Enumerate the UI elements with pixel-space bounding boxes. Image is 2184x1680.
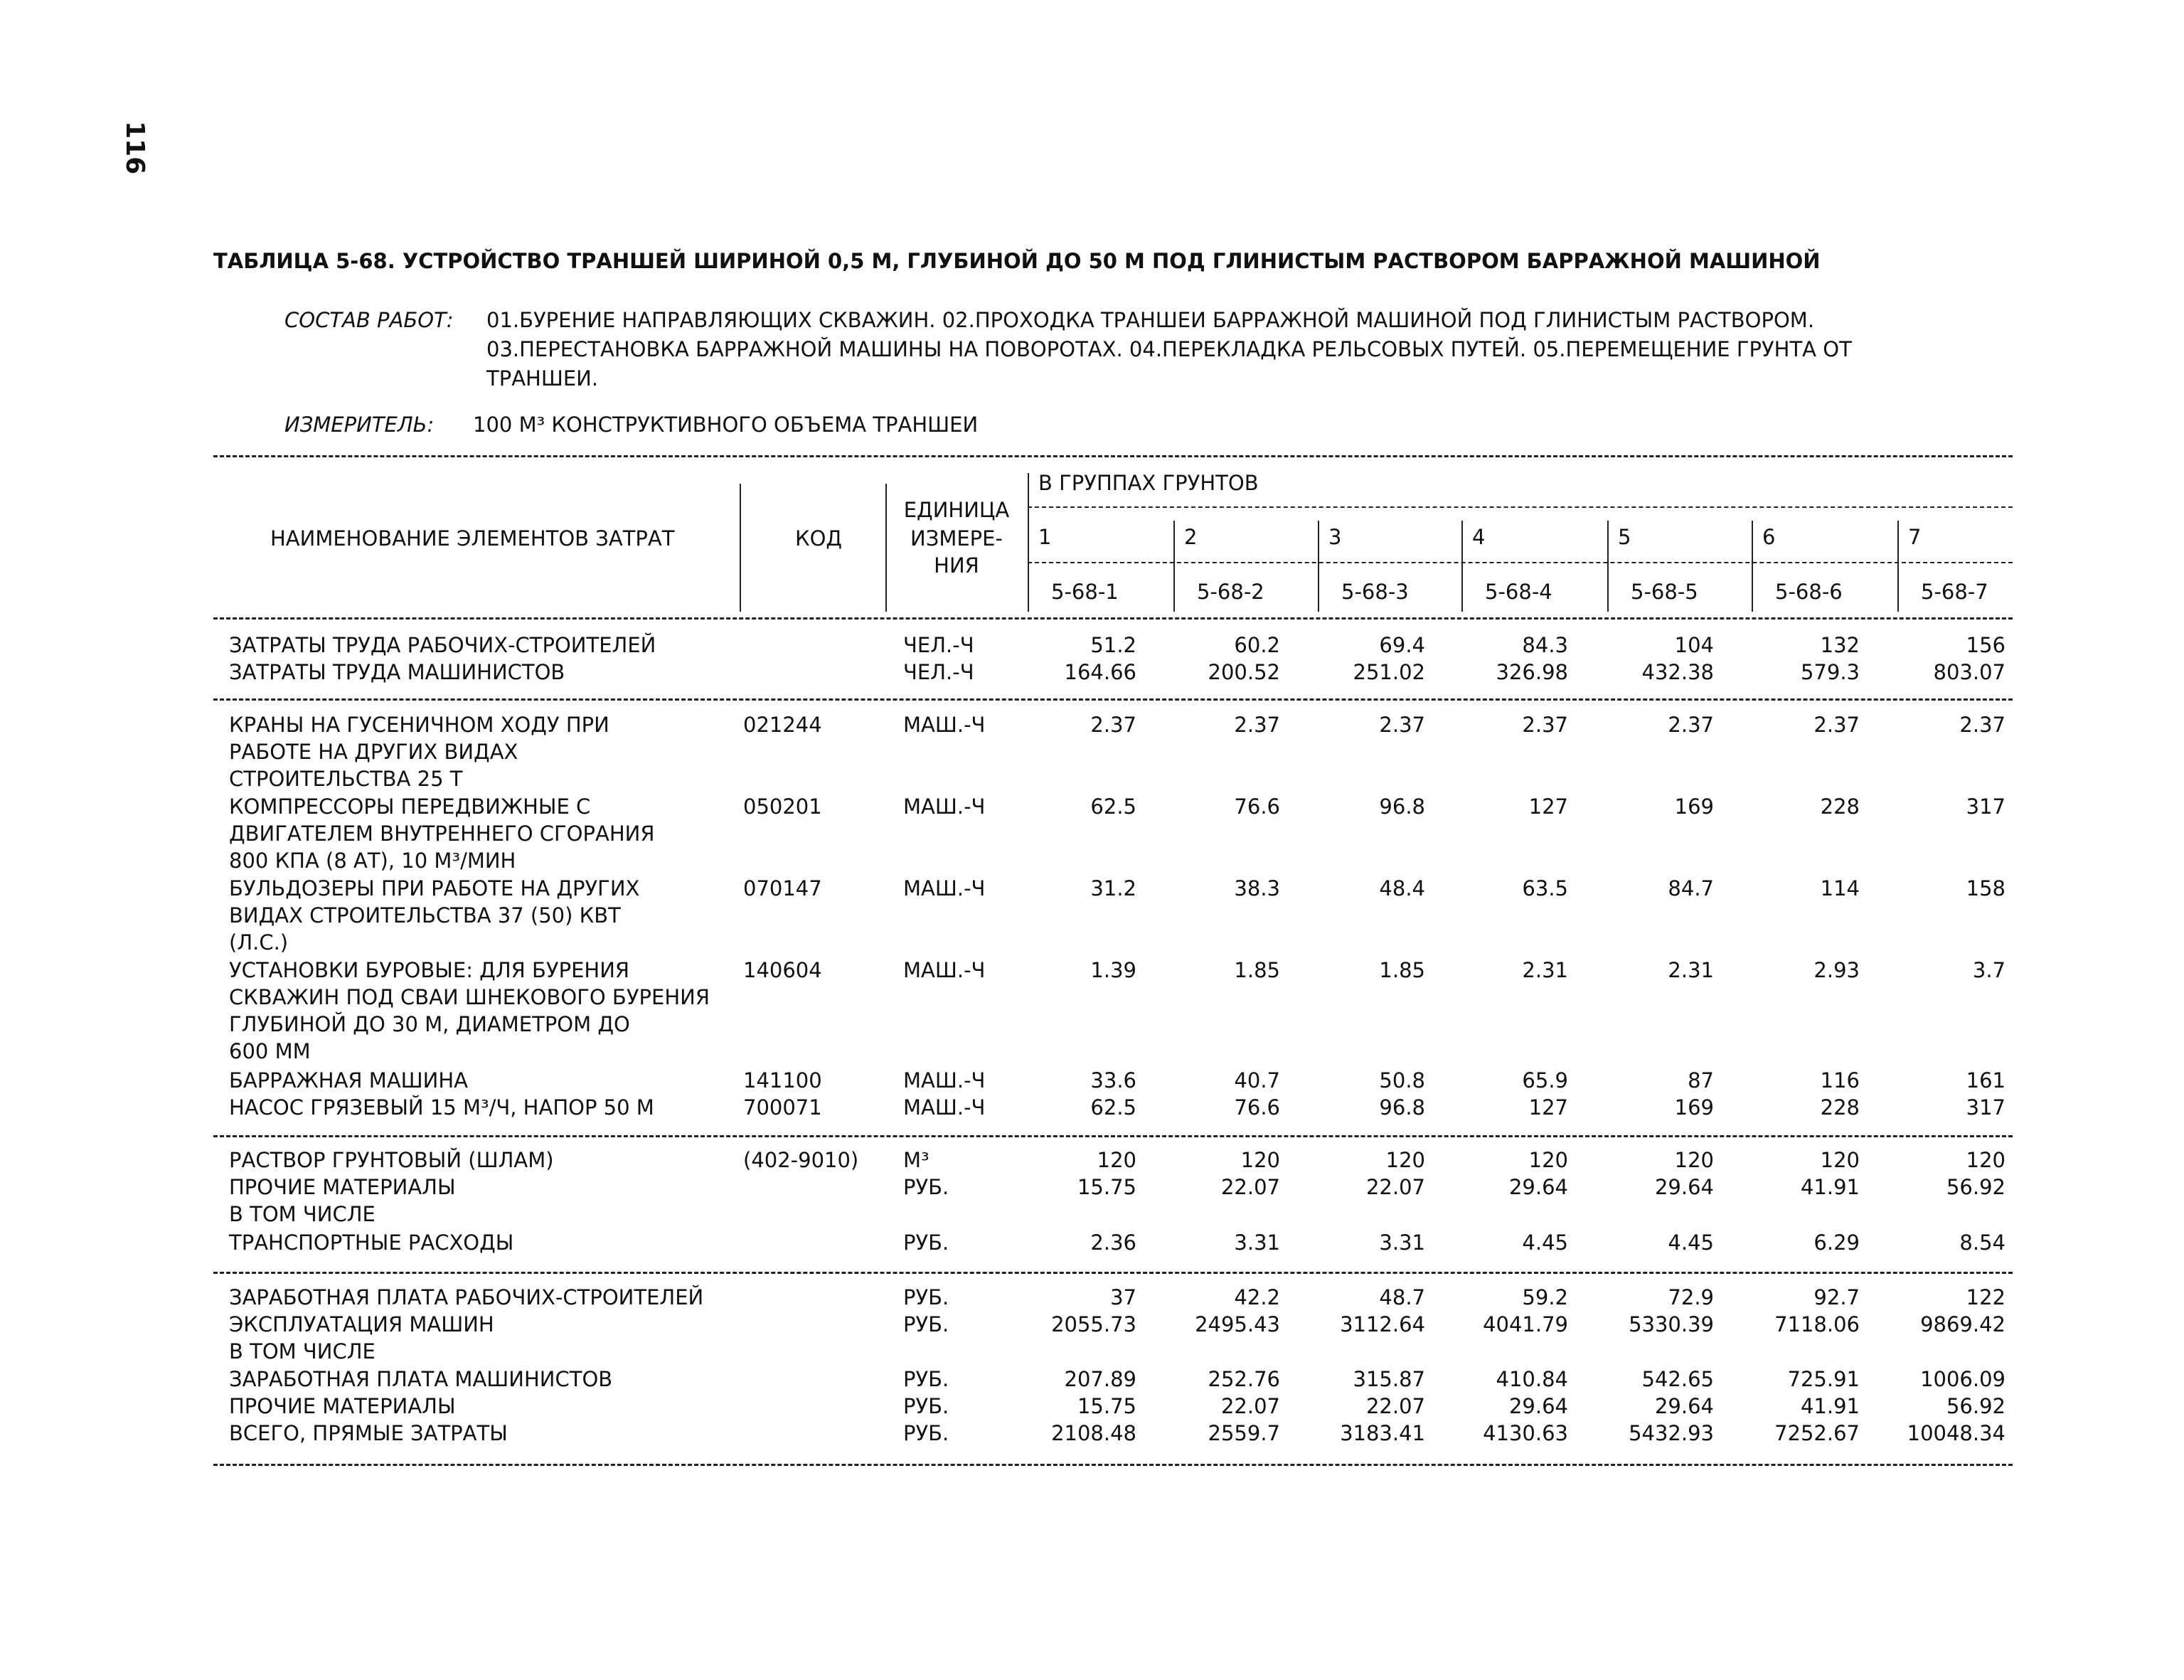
group-value: 84.7 — [1668, 876, 1714, 900]
group-value: 3.31 — [1234, 1230, 1280, 1255]
header-group-number: 7 — [1908, 525, 1922, 549]
unit-of-measure: МАШ.-Ч — [903, 1068, 986, 1092]
unit-of-measure: МАШ.-Ч — [903, 876, 986, 900]
group-value: 161 — [1966, 1068, 2005, 1092]
unit-of-measure: МАШ.-Ч — [903, 794, 986, 819]
group-value: 2559.7 — [1208, 1421, 1280, 1445]
measure-value: 100 М³ КОНСТРУКТИВНОГО ОБЪЕМА ТРАНШЕИ — [473, 413, 979, 437]
group-value: 2.37 — [1234, 713, 1280, 737]
header-separator — [1752, 521, 1753, 612]
cost-item-name — [229, 793, 727, 874]
unit-of-measure: МАШ.-Ч — [903, 713, 986, 737]
header-separator — [1607, 521, 1609, 612]
group-value: 200.52 — [1208, 660, 1280, 684]
cost-item-name-line: РАБОТЕ НА ДРУГИХ ВИДАХ — [229, 740, 518, 764]
group-value: 9869.42 — [1920, 1312, 2005, 1336]
unit-of-measure: РУБ. — [903, 1230, 949, 1255]
resource-code: 140604 — [743, 958, 822, 982]
cost-item-name-line: ТРАНСПОРТНЫЕ РАСХОДЫ — [229, 1230, 514, 1255]
group-value: 4.45 — [1668, 1230, 1714, 1255]
group-value: 56.92 — [1946, 1394, 2005, 1418]
group-value: 22.07 — [1220, 1175, 1280, 1199]
resource-code: 070147 — [743, 876, 822, 900]
group-value: 410.84 — [1496, 1367, 1568, 1391]
group-value: 164.66 — [1064, 660, 1136, 684]
cost-item-name-line: СКВАЖИН ПОД СВАИ ШНЕКОВОГО БУРЕНИЯ — [229, 985, 710, 1009]
cost-item-name-line: ВИДАХ СТРОИТЕЛЬСТВА 37 (50) КВТ — [229, 903, 621, 927]
composition-line: 01.БУРЕНИЕ НАПРАВЛЯЮЩИХ СКВАЖИН. 02.ПРОХОДКА ТРАНШЕИ БАРРАЖНОЙ МАШИНОЙ ПОД ГЛИНИСТЫМ РАСТВОРОМ. — [486, 308, 1815, 332]
group-value: 2.37 — [1090, 713, 1136, 737]
unit-of-measure: РУБ. — [903, 1367, 949, 1391]
group-value: 2.37 — [1522, 713, 1568, 737]
header-rate-code: 5-68-1 — [1051, 580, 1119, 604]
cost-item-name-line: ВСЕГО, ПРЯМЫЕ ЗАТРАТЫ — [229, 1421, 508, 1445]
header-separator — [885, 484, 887, 612]
group-value: 251.02 — [1353, 660, 1425, 684]
cost-item-name-line: ЗАТРАТЫ ТРУДА МАШИНИСТОВ — [229, 660, 565, 684]
header-groups-title: В ГРУППАХ ГРУНТОВ — [1038, 471, 1259, 495]
group-value: 158 — [1966, 876, 2005, 900]
group-value: 116 — [1820, 1068, 1860, 1092]
group-value: 59.2 — [1522, 1285, 1568, 1309]
header-group-number: 2 — [1184, 525, 1198, 549]
cost-item-name — [229, 1366, 727, 1393]
group-value: 29.64 — [1654, 1175, 1714, 1199]
header-rate-code: 5-68-4 — [1485, 580, 1552, 604]
cost-item-name-line: ЗАТРАТЫ ТРУДА РАБОЧИХ-СТРОИТЕЛЕЙ — [229, 633, 656, 657]
group-value: 51.2 — [1090, 633, 1136, 657]
group-value: 2.31 — [1668, 958, 1714, 982]
cost-item-name — [229, 1229, 727, 1256]
group-value: 1.39 — [1090, 958, 1136, 982]
header-bottom-rule — [213, 617, 2013, 620]
group-value: 15.75 — [1077, 1394, 1136, 1418]
group-value: 132 — [1820, 633, 1860, 657]
cost-item-name-line: ГЛУБИНОЙ ДО 30 М, ДИАМЕТРОМ ДО — [229, 1012, 630, 1036]
group-value: 1.85 — [1379, 958, 1425, 982]
cost-item-name — [229, 1201, 727, 1228]
table-top-rule — [213, 455, 2013, 457]
cost-item-name-line: БАРРАЖНАЯ МАШИНА — [229, 1068, 469, 1092]
group-value: 7252.67 — [1774, 1421, 1860, 1445]
resource-code: 700071 — [743, 1095, 822, 1120]
group-value: 252.76 — [1208, 1367, 1280, 1391]
group-value: 3.7 — [1972, 958, 2005, 982]
group-value: 120 — [1528, 1148, 1568, 1172]
group-value: 3112.64 — [1340, 1312, 1425, 1336]
page-number: 116 — [120, 121, 149, 175]
group-value: 207.89 — [1064, 1367, 1136, 1391]
group-value: 2495.43 — [1195, 1312, 1280, 1336]
header-separator — [1318, 521, 1319, 612]
header-separator — [740, 484, 741, 612]
cost-item-name — [229, 659, 727, 686]
cost-item-name-line: РАСТВОР ГРУНТОВЫЙ (ШЛАМ) — [229, 1148, 554, 1172]
unit-of-measure: РУБ. — [903, 1312, 949, 1336]
unit-of-measure: ЧЕЛ.-Ч — [903, 633, 974, 657]
group-value: 127 — [1528, 1095, 1568, 1120]
group-value: 127 — [1528, 794, 1568, 819]
cost-item-name — [229, 957, 727, 1065]
header-rate-code: 5-68-3 — [1341, 580, 1409, 604]
group-value: 29.64 — [1508, 1394, 1568, 1418]
table-title: ТАБЛИЦА 5-68. УСТРОЙСТВО ТРАНШЕЙ ШИРИНОЙ 0,5 М, ГЛУБИНОЙ ДО 50 М ПОД ГЛИНИСТЫМ РАСТВОРОМ БАРРАЖНОЙ МАШИНОЙ — [213, 249, 1821, 273]
header-separator — [1173, 521, 1175, 612]
header-name: НАИМЕНОВАНИЕ ЭЛЕМЕНТОВ ЗАТРАТ — [270, 526, 675, 551]
unit-of-measure: ЧЕЛ.-Ч — [903, 660, 974, 684]
group-value: 2.37 — [1813, 713, 1860, 737]
unit-of-measure: М³ — [903, 1148, 929, 1172]
group-value: 120 — [1674, 1148, 1714, 1172]
header-rate-code: 5-68-7 — [1921, 580, 1988, 604]
unit-of-measure: МАШ.-Ч — [903, 958, 986, 982]
header-group-number: 5 — [1618, 525, 1631, 549]
cost-item-name — [229, 632, 727, 659]
measure-block — [284, 413, 979, 437]
cost-item-name — [229, 1338, 727, 1365]
cost-item-name-line: КРАНЫ НА ГУСЕНИЧНОМ ХОДУ ПРИ — [229, 713, 609, 737]
group-value: 120 — [1966, 1148, 2005, 1172]
group-value: 228 — [1820, 1095, 1860, 1120]
group-value: 31.2 — [1090, 876, 1136, 900]
group-value: 104 — [1674, 633, 1714, 657]
cost-item-name — [229, 1284, 727, 1311]
group-value: 40.7 — [1234, 1068, 1280, 1092]
cost-item-name — [229, 1094, 727, 1121]
header-group-number: 6 — [1762, 525, 1776, 549]
group-value: 29.64 — [1654, 1394, 1714, 1418]
group-value: 114 — [1820, 876, 1860, 900]
cost-item-name — [229, 875, 727, 956]
group-value: 22.07 — [1365, 1394, 1425, 1418]
cost-item-name-line: БУЛЬДОЗЕРЫ ПРИ РАБОТЕ НА ДРУГИХ — [229, 876, 640, 900]
group-value: 48.4 — [1379, 876, 1425, 900]
unit-of-measure: РУБ. — [903, 1285, 949, 1309]
group-value: 76.6 — [1234, 1095, 1280, 1120]
group-value: 156 — [1966, 633, 2005, 657]
header-rate-code: 5-68-2 — [1197, 580, 1264, 604]
group-value: 22.07 — [1365, 1175, 1425, 1199]
section-rule — [213, 1135, 2013, 1137]
header-rate-code: 5-68-5 — [1631, 580, 1698, 604]
cost-item-name — [229, 1311, 727, 1338]
group-value: 69.4 — [1379, 633, 1425, 657]
cost-item-name — [229, 1067, 727, 1094]
cost-item-name-line: В ТОМ ЧИСЛЕ — [229, 1202, 375, 1226]
group-value: 3.31 — [1379, 1230, 1425, 1255]
group-value: 725.91 — [1787, 1367, 1860, 1391]
resource-code: 141100 — [743, 1068, 822, 1092]
cost-item-name-line: В ТОМ ЧИСЛЕ — [229, 1339, 375, 1363]
group-value: 42.2 — [1234, 1285, 1280, 1309]
composition-line: 03.ПЕРЕСТАНОВКА БАРРАЖНОЙ МАШИНЫ НА ПОВОРОТАХ. 04.ПЕРЕКЛАДКА РЕЛЬСОВЫХ ПУТЕЙ. 05.ПЕРЕМЕЩЕНИЕ ГРУНТА ОТ — [486, 337, 1852, 361]
group-value: 326.98 — [1496, 660, 1568, 684]
group-value: 6.29 — [1813, 1230, 1860, 1255]
group-value: 63.5 — [1522, 876, 1568, 900]
group-value: 2.36 — [1090, 1230, 1136, 1255]
group-value: 7118.06 — [1774, 1312, 1860, 1336]
group-value: 5330.39 — [1629, 1312, 1714, 1336]
groups-title-rule — [1028, 506, 2013, 508]
header-separator — [1028, 473, 1029, 612]
header-separator — [1461, 521, 1463, 612]
group-value: 317 — [1966, 1095, 2005, 1120]
unit-of-measure: МАШ.-Ч — [903, 1095, 986, 1120]
cost-item-name — [229, 711, 727, 792]
group-value: 33.6 — [1090, 1068, 1136, 1092]
group-value: 4130.63 — [1483, 1421, 1568, 1445]
group-value: 169 — [1674, 794, 1714, 819]
table-bottom-rule — [213, 1464, 2013, 1466]
group-value: 41.91 — [1800, 1394, 1860, 1418]
composition-text — [486, 306, 2184, 393]
group-value: 76.6 — [1234, 794, 1280, 819]
resource-code: 050201 — [743, 794, 822, 819]
section-rule — [213, 1272, 2013, 1274]
cost-item-name-line: ПРОЧИЕ МАТЕРИАЛЫ — [229, 1394, 456, 1418]
groups-number-rule — [1028, 562, 2013, 563]
group-value: 96.8 — [1379, 1095, 1425, 1120]
header-group-number: 3 — [1328, 525, 1342, 549]
group-value: 317 — [1966, 794, 2005, 819]
group-value: 432.38 — [1641, 660, 1714, 684]
cost-item-name-line: УСТАНОВКИ БУРОВЫЕ: ДЛЯ БУРЕНИЯ — [229, 958, 630, 982]
group-value: 10048.34 — [1907, 1421, 2005, 1445]
section-rule — [213, 698, 2013, 701]
group-value: 2.37 — [1379, 713, 1425, 737]
group-value: 2108.48 — [1051, 1421, 1136, 1445]
unit-of-measure: РУБ. — [903, 1394, 949, 1418]
header-unit-1: ЕДИНИЦА — [903, 498, 1010, 522]
resource-code: (402-9010) — [743, 1148, 859, 1172]
unit-of-measure: РУБ. — [903, 1175, 949, 1199]
header-rate-code: 5-68-6 — [1775, 580, 1843, 604]
cost-item-name-line: 600 ММ — [229, 1039, 311, 1063]
group-value: 4041.79 — [1483, 1312, 1568, 1336]
cost-item-name-line: КОМПРЕССОРЫ ПЕРЕДВИЖНЫЕ С — [229, 794, 591, 819]
group-value: 48.7 — [1379, 1285, 1425, 1309]
header-unit-2: ИЗМЕРЕ- — [910, 526, 1003, 551]
group-value: 29.64 — [1508, 1175, 1568, 1199]
cost-item-name-line: ЭКСПЛУАТАЦИЯ МАШИН — [229, 1312, 494, 1336]
cost-item-name-line: ЗАРАБОТНАЯ ПЛАТА МАШИНИСТОВ — [229, 1367, 613, 1391]
group-value: 8.54 — [1959, 1230, 2005, 1255]
group-value: 1.85 — [1234, 958, 1280, 982]
cost-item-name — [229, 1420, 727, 1447]
group-value: 803.07 — [1933, 660, 2005, 684]
group-value: 38.3 — [1234, 876, 1280, 900]
group-value: 5432.93 — [1629, 1421, 1714, 1445]
header-separator — [1897, 521, 1899, 612]
group-value: 542.65 — [1641, 1367, 1714, 1391]
group-value: 122 — [1966, 1285, 2005, 1309]
group-value: 96.8 — [1379, 794, 1425, 819]
header-group-number: 4 — [1472, 525, 1486, 549]
header-unit-3: НИЯ — [934, 553, 979, 578]
cost-item-name-line: ДВИГАТЕЛЕМ ВНУТРЕННЕГО СГОРАНИЯ — [229, 822, 655, 846]
group-value: 84.3 — [1522, 633, 1568, 657]
group-value: 50.8 — [1379, 1068, 1425, 1092]
cost-item-name — [229, 1174, 727, 1201]
group-value: 169 — [1674, 1095, 1714, 1120]
group-value: 579.3 — [1800, 660, 1860, 684]
group-value: 56.92 — [1946, 1175, 2005, 1199]
group-value: 2.37 — [1959, 713, 2005, 737]
cost-item-name — [229, 1147, 727, 1174]
group-value: 41.91 — [1800, 1175, 1860, 1199]
cost-item-name-line: СТРОИТЕЛЬСТВА 25 Т — [229, 767, 463, 791]
group-value: 3183.41 — [1340, 1421, 1425, 1445]
unit-of-measure: РУБ. — [903, 1421, 949, 1445]
group-value: 4.45 — [1522, 1230, 1568, 1255]
group-value: 87 — [1688, 1068, 1714, 1092]
group-value: 120 — [1097, 1148, 1136, 1172]
cost-item-name — [229, 1393, 727, 1420]
group-value: 37 — [1110, 1285, 1136, 1309]
header-group-number: 1 — [1038, 525, 1052, 549]
measure-label: ИЗМЕРИТЕЛЬ: — [284, 413, 435, 437]
cost-item-name-line: 800 КПА (8 АТ), 10 М³/МИН — [229, 849, 516, 873]
composition-line: ТРАНШЕИ. — [486, 366, 599, 390]
group-value: 1006.09 — [1920, 1367, 2005, 1391]
group-value: 2055.73 — [1051, 1312, 1136, 1336]
group-value: 65.9 — [1522, 1068, 1568, 1092]
group-value: 15.75 — [1077, 1175, 1136, 1199]
group-value: 22.07 — [1220, 1394, 1280, 1418]
group-value: 120 — [1385, 1148, 1425, 1172]
group-value: 92.7 — [1813, 1285, 1860, 1309]
cost-item-name-line: (Л.С.) — [229, 930, 289, 955]
group-value: 120 — [1240, 1148, 1280, 1172]
group-value: 315.87 — [1353, 1367, 1425, 1391]
cost-item-name-line: ПРОЧИЕ МАТЕРИАЛЫ — [229, 1175, 456, 1199]
group-value: 72.9 — [1668, 1285, 1714, 1309]
cost-item-name-line: НАСОС ГРЯЗЕВЫЙ 15 М³/Ч, НАПОР 50 М — [229, 1095, 654, 1120]
group-value: 62.5 — [1090, 1095, 1136, 1120]
group-value: 2.37 — [1668, 713, 1714, 737]
group-value: 228 — [1820, 794, 1860, 819]
group-value: 62.5 — [1090, 794, 1136, 819]
group-value: 60.2 — [1234, 633, 1280, 657]
group-value: 2.93 — [1813, 958, 1860, 982]
composition-label: СОСТАВ РАБОТ: — [284, 308, 454, 332]
resource-code: 021244 — [743, 713, 822, 737]
cost-item-name-line: ЗАРАБОТНАЯ ПЛАТА РАБОЧИХ-СТРОИТЕЛЕЙ — [229, 1285, 704, 1309]
header-code: КОД — [795, 526, 843, 551]
group-value: 120 — [1820, 1148, 1860, 1172]
group-value: 2.31 — [1522, 958, 1568, 982]
